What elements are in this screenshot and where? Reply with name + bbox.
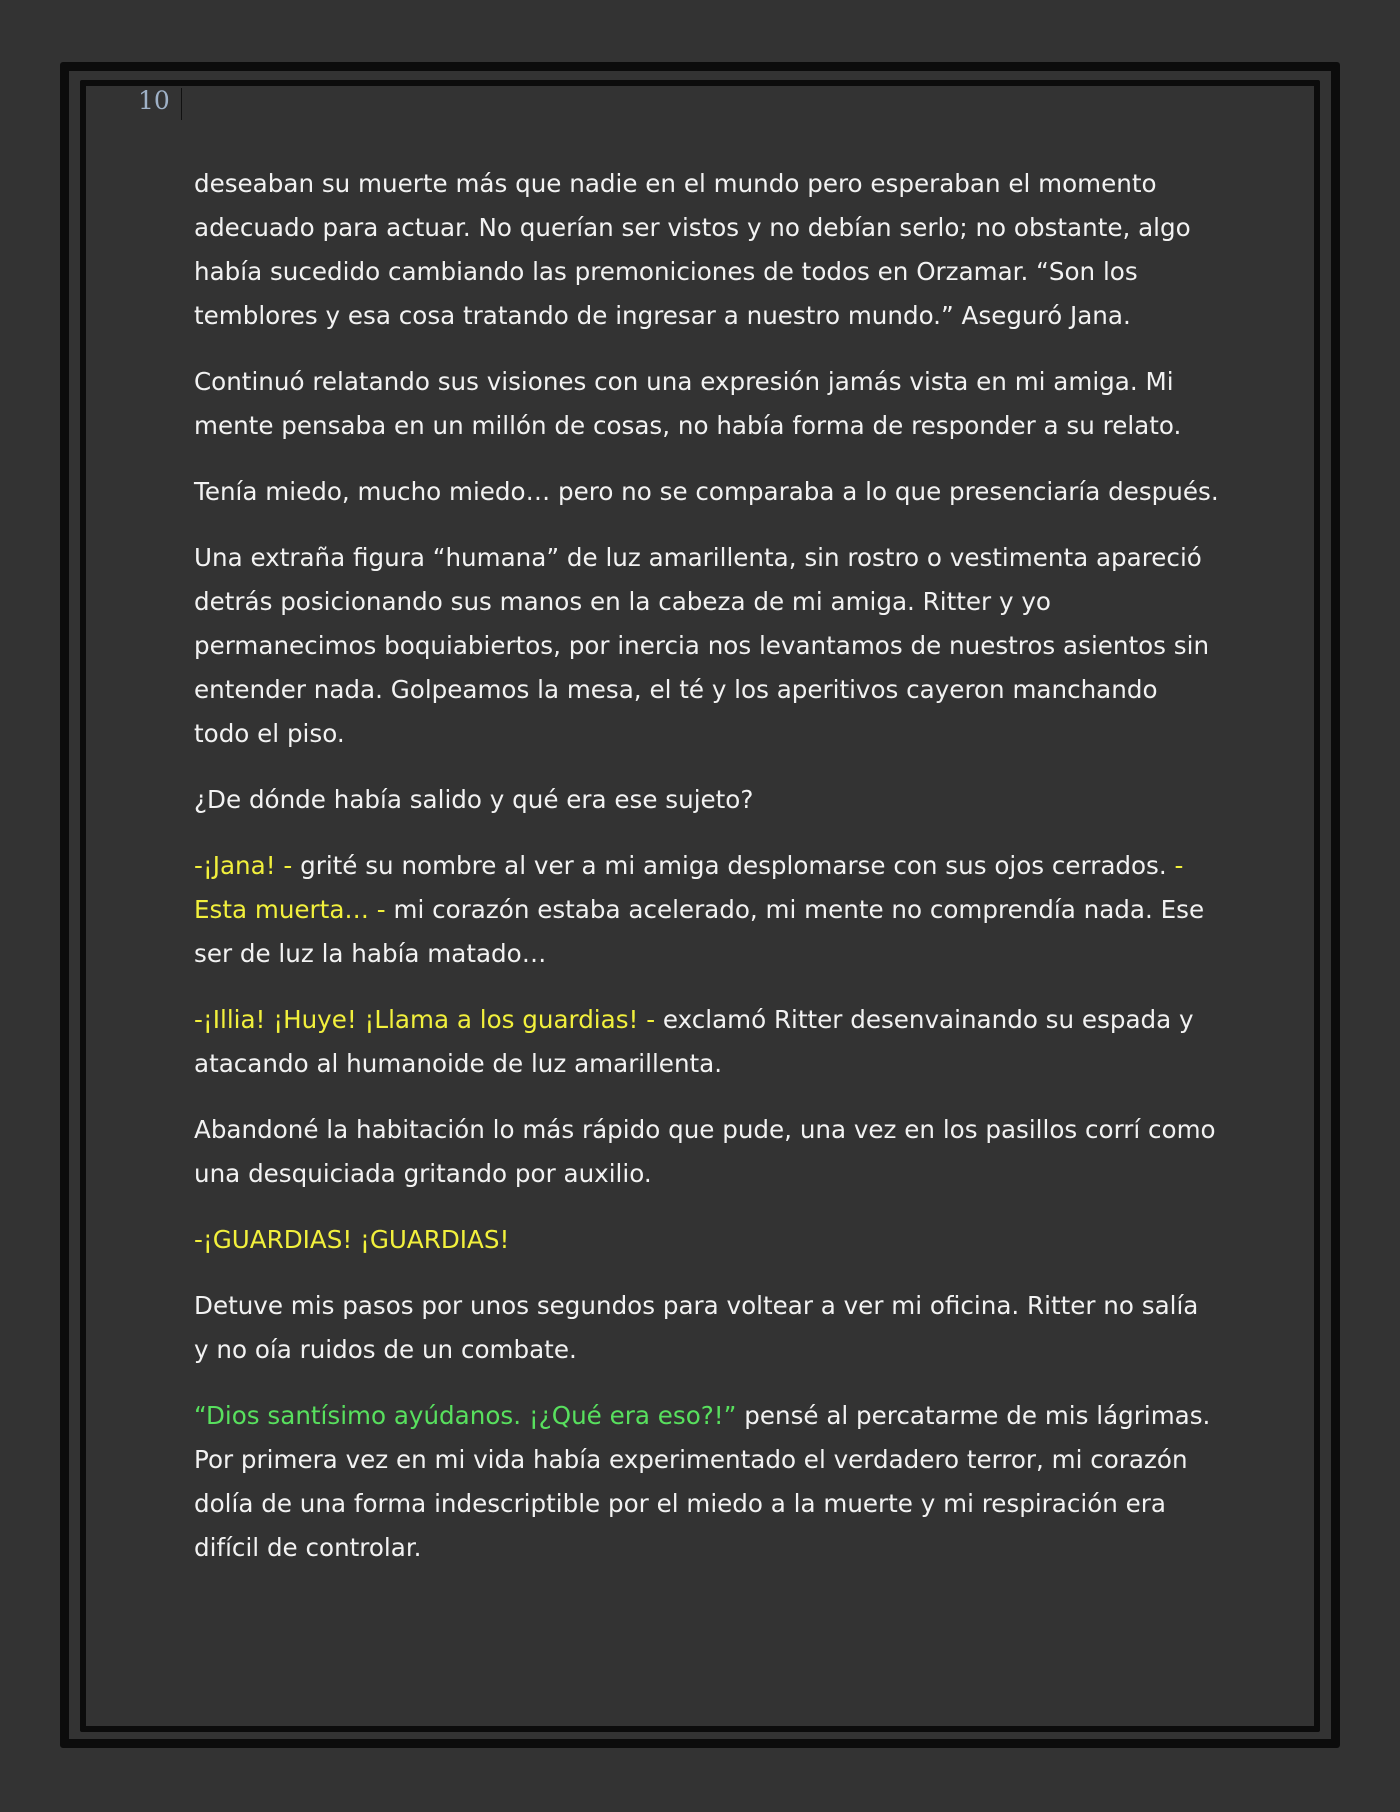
paragraph [194,1218,1219,1262]
narration-text: Continuó relatando sus visiones con una expresión jamás vista en mi amiga. Mi mente pensaba en un millón de cosas, no había forma de responder a su relato. [194,367,1182,440]
narration-text: ¿De dónde había salido y qué era ese sujeto? [194,785,754,814]
paragraph [194,778,1219,822]
story-text [194,162,1219,1592]
dialogue-text: -¡Jana! - [194,851,301,880]
narration-text: Detuve mis pasos por unos segundos para voltear a ver mi oficina. Ritter no salía y no oía ruidos de un combate. [194,1291,1199,1364]
page-number-divider [181,88,182,120]
narration-text: Abandoné la habitación lo más rápido que pude, una vez en los pasillos corrí como una desquiciada gritando por auxilio. [194,1115,1216,1188]
paragraph [194,360,1219,448]
page-number: 10 [138,86,170,115]
dialogue-text: -¡GUARDIAS! ¡GUARDIAS! [194,1225,510,1254]
paragraph [194,1394,1219,1570]
narration-text: deseaban su muerte más que nadie en el mundo pero esperaban el momento adecuado para actuar. No querían ser vistos y no debían serlo; no obstante, algo había sucedido cambiando las premoniciones de todos en Orzamar. “Son los temblores y esa cosa tratando de ingresar a nuestro mundo.” Aseguró Jana. [194,169,1191,330]
paragraph [194,1284,1219,1372]
narration-text: exclamó Ritter desenvainando su espada y atacando al humanoide de luz amarillenta. [194,1005,1194,1078]
narration-text: grité su nombre al ver a mi amiga desplomarse con sus ojos cerrados. [300,851,1175,880]
paragraph [194,470,1219,514]
paragraph [194,844,1219,976]
dialogue-text: -¡Illia! ¡Huye! ¡Llama a los guardias! - [194,1005,663,1034]
narration-text: Una extraña figura “humana” de luz amarillenta, sin rostro o vestimenta apareció detrás posicionando sus manos en la cabeza de mi amiga. Ritter y yo permanecimos boquiabiertos, por inercia nos levantamos de nuestros asientos sin entender nada. Golpeamos la mesa, el té y los aperitivos cayeron manchando todo el piso. [194,543,1210,748]
thought-text: “Dios santísimo ayúdanos. ¡¿Qué era eso?!” [194,1401,737,1430]
paragraph [194,162,1219,338]
paragraph [194,536,1219,756]
narration-text: Tenía miedo, mucho miedo… pero no se comparaba a lo que presenciaría después. [194,477,1219,506]
narration-text: mi corazón estaba acelerado, mi mente no comprendía nada. Ese ser de luz la había matado… [194,895,1205,968]
dialogue-text: - Esta muerta… - [194,851,1184,924]
paragraph [194,998,1219,1086]
narration-text: pensé al percatarme de mis lágrimas. Por primera vez en mi vida había experimentado el verdadero terror, mi corazón dolía de una forma indescriptible por el miedo a la muerte y mi respiración era difícil de controlar. [194,1401,1211,1562]
paragraph [194,1108,1219,1196]
